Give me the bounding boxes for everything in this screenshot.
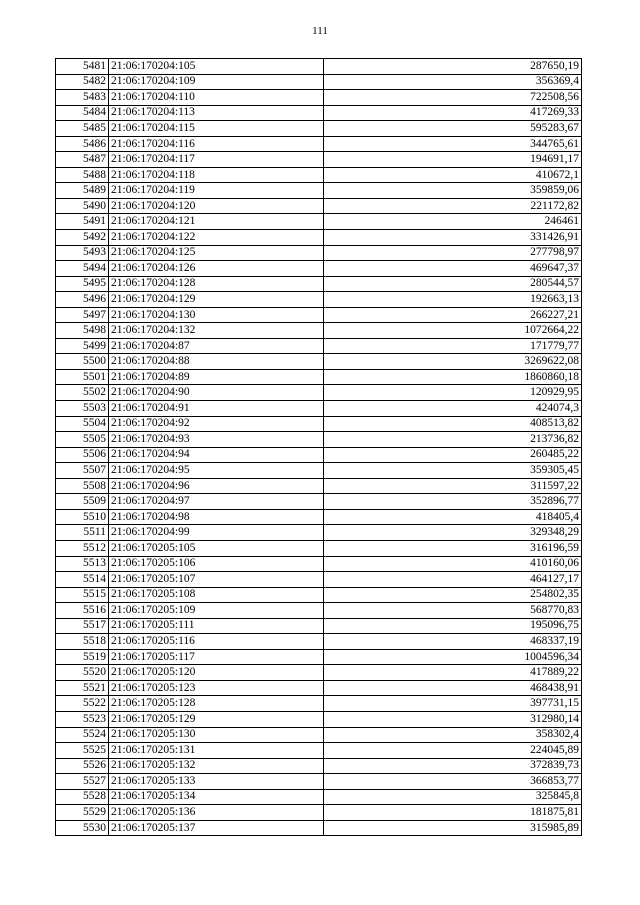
cadastral-value-cell: 1860860,18 [324, 369, 582, 385]
cadastral-value-cell: 568770,83 [324, 603, 582, 619]
row-number-cell: 5500 [56, 354, 109, 370]
cadastral-value-cell: 372839,73 [324, 758, 582, 774]
table-row [56, 369, 582, 385]
table-row [56, 245, 582, 261]
cadastral-number-cell: 21:06:170205:116 [109, 634, 324, 650]
row-number-cell: 5515 [56, 587, 109, 603]
row-number-cell: 5508 [56, 478, 109, 494]
table-row [56, 323, 582, 339]
row-number-cell: 5482 [56, 74, 109, 90]
table-row [56, 136, 582, 152]
row-number-cell: 5486 [56, 136, 109, 152]
cadastral-number-cell: 21:06:170204:130 [109, 307, 324, 323]
cadastral-value-cell: 246461 [324, 214, 582, 230]
row-number-cell: 5516 [56, 603, 109, 619]
cadastral-number-cell: 21:06:170204:88 [109, 354, 324, 370]
row-number-cell: 5525 [56, 743, 109, 759]
row-number-cell: 5511 [56, 525, 109, 541]
cadastral-value-cell: 1004596,34 [324, 649, 582, 665]
cadastral-number-cell: 21:06:170204:117 [109, 152, 324, 168]
cadastral-value-cell: 366853,77 [324, 774, 582, 790]
cadastral-number-cell: 21:06:170204:92 [109, 416, 324, 432]
row-number-cell: 5495 [56, 276, 109, 292]
table-row [56, 167, 582, 183]
cadastral-number-cell: 21:06:170205:129 [109, 711, 324, 727]
cadastral-number-cell: 21:06:170204:98 [109, 509, 324, 525]
cadastral-number-cell: 21:06:170205:133 [109, 774, 324, 790]
cadastral-number-cell: 21:06:170204:99 [109, 525, 324, 541]
row-number-cell: 5519 [56, 649, 109, 665]
row-number-cell: 5497 [56, 307, 109, 323]
cadastral-number-cell: 21:06:170204:128 [109, 276, 324, 292]
cadastral-value-cell: 192663,13 [324, 292, 582, 308]
cadastral-value-cell: 194691,17 [324, 152, 582, 168]
cadastral-value-cell: 722508,56 [324, 90, 582, 106]
cadastral-value-cell: 359859,06 [324, 183, 582, 199]
cadastral-number-cell: 21:06:170204:129 [109, 292, 324, 308]
cadastral-number-cell: 21:06:170205:134 [109, 789, 324, 805]
cadastral-value-cell: 260485,22 [324, 447, 582, 463]
table-row [56, 478, 582, 494]
cadastral-number-cell: 21:06:170205:111 [109, 618, 324, 634]
cadastral-value-cell: 359305,45 [324, 463, 582, 479]
row-number-cell: 5487 [56, 152, 109, 168]
table-row [56, 805, 582, 821]
cadastral-number-cell: 21:06:170204:113 [109, 105, 324, 121]
table-row [56, 90, 582, 106]
row-number-cell: 5527 [56, 774, 109, 790]
row-number-cell: 5510 [56, 509, 109, 525]
cadastral-value-cell: 120929,95 [324, 385, 582, 401]
row-number-cell: 5506 [56, 447, 109, 463]
cadastral-number-cell: 21:06:170204:93 [109, 432, 324, 448]
cadastral-value-cell: 195096,75 [324, 618, 582, 634]
cadastral-number-cell: 21:06:170204:110 [109, 90, 324, 106]
cadastral-value-cell: 315985,89 [324, 820, 582, 836]
cadastral-number-cell: 21:06:170204:120 [109, 198, 324, 214]
row-number-cell: 5496 [56, 292, 109, 308]
cadastral-value-cell: 468438,91 [324, 680, 582, 696]
row-number-cell: 5503 [56, 401, 109, 417]
cadastral-value-cell: 417269,33 [324, 105, 582, 121]
row-number-cell: 5499 [56, 338, 109, 354]
cadastral-number-cell: 21:06:170204:94 [109, 447, 324, 463]
cadastral-value-cell: 181875,81 [324, 805, 582, 821]
table-row [56, 743, 582, 759]
row-number-cell: 5492 [56, 230, 109, 246]
row-number-cell: 5520 [56, 665, 109, 681]
cadastral-number-cell: 21:06:170204:126 [109, 261, 324, 277]
table-row [56, 711, 582, 727]
table-row [56, 463, 582, 479]
cadastral-number-cell: 21:06:170205:136 [109, 805, 324, 821]
table-row [56, 198, 582, 214]
table-row [56, 385, 582, 401]
table-row [56, 696, 582, 712]
table-row [56, 74, 582, 90]
table-row [56, 261, 582, 277]
table-row [56, 820, 582, 836]
cadastral-value-cell: 410160,06 [324, 556, 582, 572]
cadastral-value-cell: 358302,4 [324, 727, 582, 743]
cadastral-value-cell: 418405,4 [324, 509, 582, 525]
table-row [56, 649, 582, 665]
cadastral-number-cell: 21:06:170204:96 [109, 478, 324, 494]
cadastral-number-cell: 21:06:170204:91 [109, 401, 324, 417]
row-number-cell: 5514 [56, 572, 109, 588]
cadastral-value-cell: 331426,91 [324, 230, 582, 246]
cadastral-number-cell: 21:06:170204:115 [109, 121, 324, 137]
row-number-cell: 5528 [56, 789, 109, 805]
cadastral-value-cell: 595283,67 [324, 121, 582, 137]
row-number-cell: 5485 [56, 121, 109, 137]
cadastral-number-cell: 21:06:170205:109 [109, 603, 324, 619]
table-row [56, 276, 582, 292]
cadastral-number-cell: 21:06:170205:123 [109, 680, 324, 696]
cadastral-value-cell: 287650,19 [324, 59, 582, 75]
row-number-cell: 5488 [56, 167, 109, 183]
table-row [56, 540, 582, 556]
cadastral-number-cell: 21:06:170205:107 [109, 572, 324, 588]
table-row [56, 432, 582, 448]
table-row [56, 214, 582, 230]
cadastral-value-cell: 329348,29 [324, 525, 582, 541]
cadastral-value-cell: 408513,82 [324, 416, 582, 432]
table-row [56, 183, 582, 199]
row-number-cell: 5493 [56, 245, 109, 261]
table-row [56, 758, 582, 774]
table-row [56, 338, 582, 354]
cadastral-number-cell: 21:06:170204:97 [109, 494, 324, 510]
row-number-cell: 5490 [56, 198, 109, 214]
cadastral-value-cell: 469647,37 [324, 261, 582, 277]
cadastral-number-cell: 21:06:170204:109 [109, 74, 324, 90]
cadastral-value-cell: 424074,3 [324, 401, 582, 417]
cadastral-number-cell: 21:06:170204:90 [109, 385, 324, 401]
cadastral-value-cell: 224045,89 [324, 743, 582, 759]
row-number-cell: 5530 [56, 820, 109, 836]
row-number-cell: 5518 [56, 634, 109, 650]
cadastral-number-cell: 21:06:170204:105 [109, 59, 324, 75]
table-row [56, 618, 582, 634]
row-number-cell: 5517 [56, 618, 109, 634]
cadastral-value-cell: 266227,21 [324, 307, 582, 323]
cadastral-number-cell: 21:06:170205:120 [109, 665, 324, 681]
cadastral-value-cell: 171779,77 [324, 338, 582, 354]
table-row [56, 292, 582, 308]
cadastral-number-cell: 21:06:170204:121 [109, 214, 324, 230]
row-number-cell: 5522 [56, 696, 109, 712]
cadastral-value-cell: 410672,1 [324, 167, 582, 183]
table-row [56, 494, 582, 510]
cadastral-number-cell: 21:06:170205:128 [109, 696, 324, 712]
cadastral-value-cell: 397731,15 [324, 696, 582, 712]
table-row [56, 354, 582, 370]
row-number-cell: 5507 [56, 463, 109, 479]
cadastral-value-cell: 3269622,08 [324, 354, 582, 370]
cadastral-number-cell: 21:06:170204:116 [109, 136, 324, 152]
row-number-cell: 5484 [56, 105, 109, 121]
table-row [56, 665, 582, 681]
row-number-cell: 5529 [56, 805, 109, 821]
table-row [56, 572, 582, 588]
row-number-cell: 5521 [56, 680, 109, 696]
table-row [56, 634, 582, 650]
row-number-cell: 5502 [56, 385, 109, 401]
cadastral-value-cell: 213736,82 [324, 432, 582, 448]
table-row [56, 509, 582, 525]
row-number-cell: 5494 [56, 261, 109, 277]
row-number-cell: 5524 [56, 727, 109, 743]
cadastral-number-cell: 21:06:170204:95 [109, 463, 324, 479]
row-number-cell: 5513 [56, 556, 109, 572]
cadastral-value-cell: 312980,14 [324, 711, 582, 727]
cadastral-number-cell: 21:06:170205:131 [109, 743, 324, 759]
table-row [56, 105, 582, 121]
table-row [56, 727, 582, 743]
row-number-cell: 5504 [56, 416, 109, 432]
cadastral-number-cell: 21:06:170205:130 [109, 727, 324, 743]
cadastral-value-cell: 254802,35 [324, 587, 582, 603]
cadastral-number-cell: 21:06:170204:89 [109, 369, 324, 385]
table-row [56, 401, 582, 417]
cadastral-value-cell: 417889,22 [324, 665, 582, 681]
cadastral-number-cell: 21:06:170204:119 [109, 183, 324, 199]
cadastral-number-cell: 21:06:170205:132 [109, 758, 324, 774]
cadastral-number-cell: 21:06:170204:122 [109, 230, 324, 246]
row-number-cell: 5491 [56, 214, 109, 230]
cadastral-number-cell: 21:06:170205:108 [109, 587, 324, 603]
table-row [56, 230, 582, 246]
cadastral-value-cell: 280544,57 [324, 276, 582, 292]
row-number-cell: 5481 [56, 59, 109, 75]
cadastral-value-cell: 468337,19 [324, 634, 582, 650]
row-number-cell: 5509 [56, 494, 109, 510]
row-number-cell: 5523 [56, 711, 109, 727]
table-row [56, 556, 582, 572]
table-row [56, 774, 582, 790]
table-body [56, 59, 582, 836]
cadastral-number-cell: 21:06:170205:105 [109, 540, 324, 556]
cadastral-value-cell: 352896,77 [324, 494, 582, 510]
row-number-cell: 5498 [56, 323, 109, 339]
cadastral-number-cell: 21:06:170204:132 [109, 323, 324, 339]
cadastral-value-cell: 311597,22 [324, 478, 582, 494]
table-row [56, 603, 582, 619]
cadastral-number-cell: 21:06:170204:87 [109, 338, 324, 354]
row-number-cell: 5526 [56, 758, 109, 774]
table-row [56, 307, 582, 323]
table-row [56, 121, 582, 137]
table-row [56, 789, 582, 805]
row-number-cell: 5512 [56, 540, 109, 556]
cadastral-number-cell: 21:06:170204:125 [109, 245, 324, 261]
cadastral-value-cell: 1072664,22 [324, 323, 582, 339]
row-number-cell: 5483 [56, 90, 109, 106]
cadastral-value-cell: 356369,4 [324, 74, 582, 90]
page-number: 111 [312, 25, 328, 37]
row-number-cell: 5505 [56, 432, 109, 448]
cadastral-value-cell: 325845,8 [324, 789, 582, 805]
table-row [56, 587, 582, 603]
cadastral-value-cell: 277798,97 [324, 245, 582, 261]
row-number-cell: 5501 [56, 369, 109, 385]
row-number-cell: 5489 [56, 183, 109, 199]
cadastral-number-cell: 21:06:170205:117 [109, 649, 324, 665]
cadastral-number-cell: 21:06:170205:106 [109, 556, 324, 572]
cadastral-value-cell: 344765,61 [324, 136, 582, 152]
table-row [56, 59, 582, 75]
table-row [56, 447, 582, 463]
table-row [56, 525, 582, 541]
table-row [56, 680, 582, 696]
cadastral-number-cell: 21:06:170204:118 [109, 167, 324, 183]
cadastral-value-cell: 316196,59 [324, 540, 582, 556]
cadastral-value-table [55, 58, 582, 836]
table-row [56, 152, 582, 168]
cadastral-number-cell: 21:06:170205:137 [109, 820, 324, 836]
table-row [56, 416, 582, 432]
cadastral-value-cell: 221172,82 [324, 198, 582, 214]
cadastral-value-cell: 464127,17 [324, 572, 582, 588]
